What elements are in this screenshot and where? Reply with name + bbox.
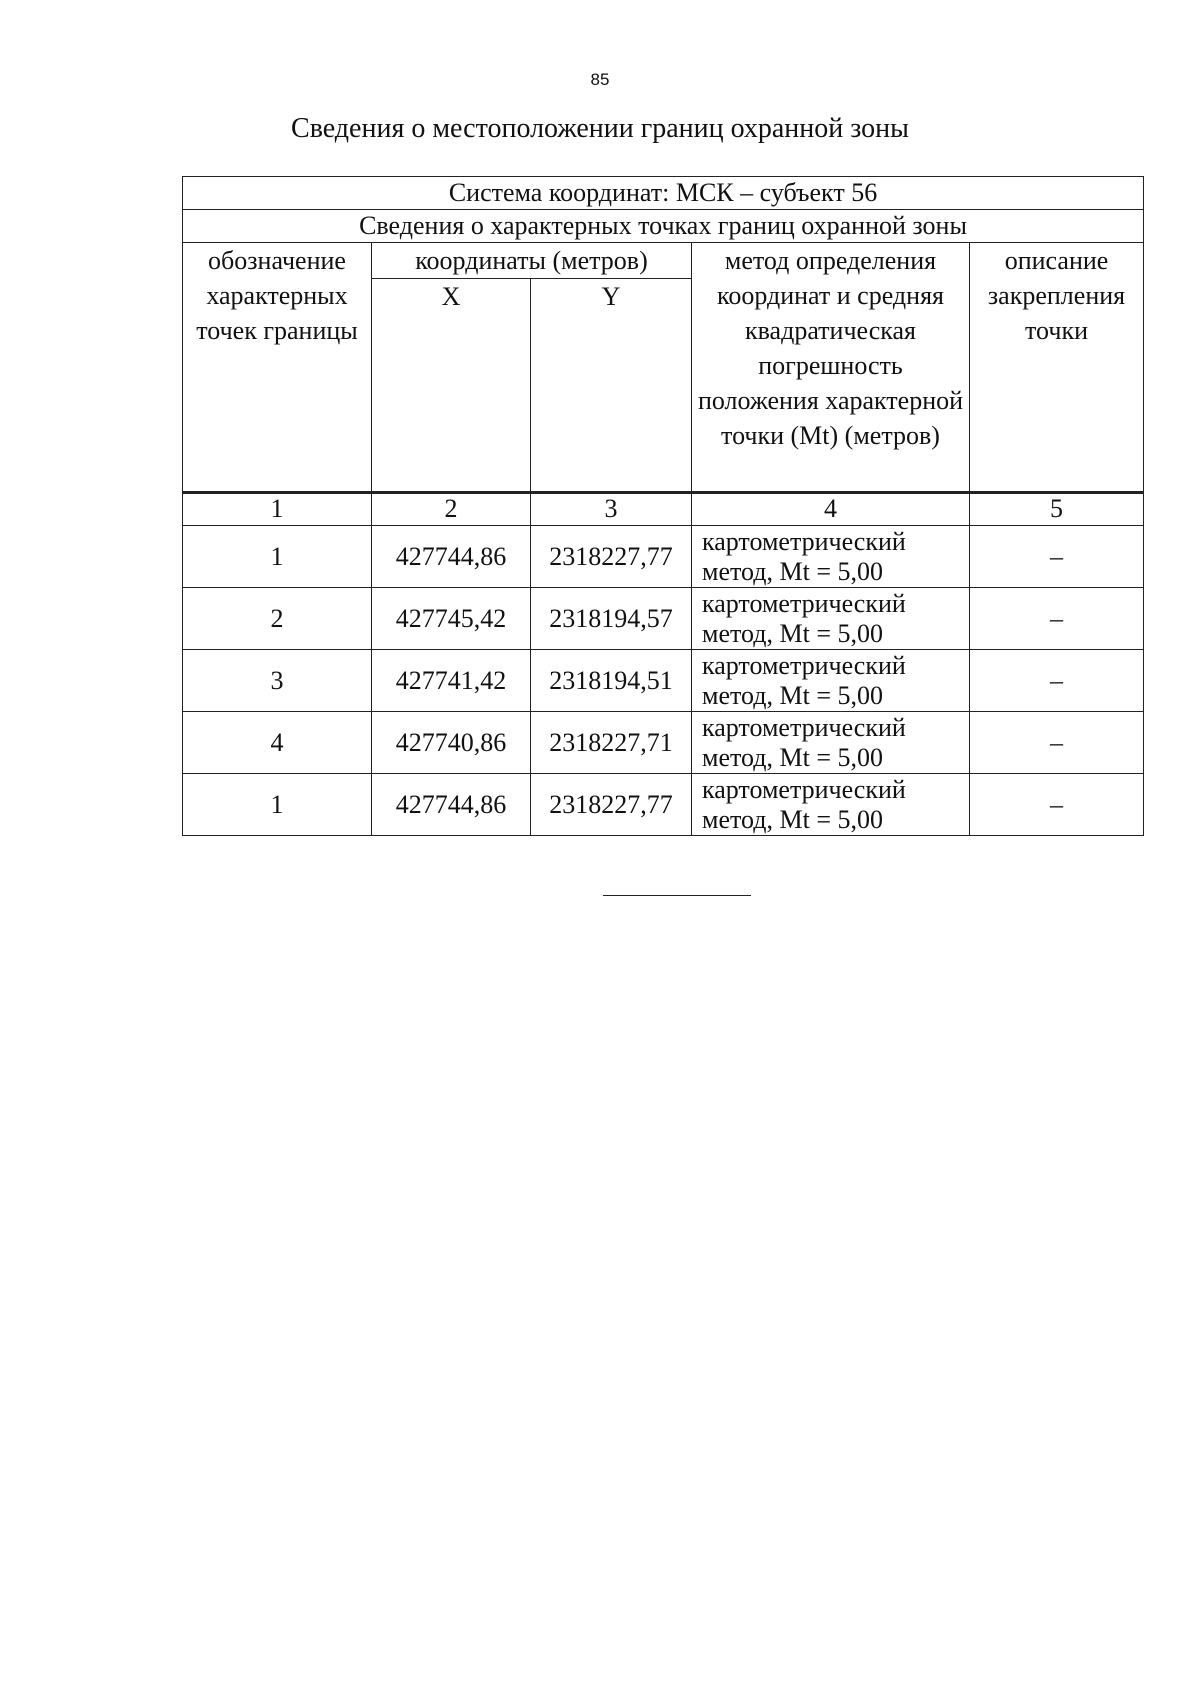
y-cell: 2318227,71 — [531, 712, 692, 774]
column-number: 3 — [531, 493, 692, 526]
description-cell: – — [970, 526, 1144, 588]
column-number-row — [183, 493, 1144, 526]
y-cell: 2318227,77 — [531, 526, 692, 588]
table-row — [183, 588, 1144, 650]
coordinate-system-row — [183, 177, 1144, 210]
y-cell: 2318194,51 — [531, 650, 692, 712]
document-title: Сведения о местоположении границ охранной зоны — [291, 113, 909, 144]
x-cell: 427744,86 — [372, 774, 531, 836]
description-cell: – — [970, 650, 1144, 712]
x-cell: 427741,42 — [372, 650, 531, 712]
y-cell: 2318227,77 — [531, 774, 692, 836]
page-number: 85 — [590, 70, 610, 89]
method-cell: картометрический метод, Mt = 5,00 — [692, 712, 970, 774]
coordinates-header: координаты (метров) — [372, 243, 692, 279]
method-cell: картометрический метод, Mt = 5,00 — [692, 650, 970, 712]
x-cell: 427745,42 — [372, 588, 531, 650]
method-header: метод определения координат и средняя квадратическая погрешность положения характерной точки (Mt) (метров) — [692, 243, 970, 493]
x-cell: 427740,86 — [372, 712, 531, 774]
y-cell: 2318194,57 — [531, 588, 692, 650]
method-cell: картометрический метод, Mt = 5,00 — [692, 526, 970, 588]
table-row — [183, 650, 1144, 712]
description-cell: – — [970, 588, 1144, 650]
description-header: описание закрепления точки — [970, 243, 1144, 493]
description-cell: – — [970, 774, 1144, 836]
points-info-header: Сведения о характерных точках границ охранной зоны — [183, 210, 1144, 243]
designation-header: обозначение характерных точек границы — [183, 243, 372, 493]
column-number: 5 — [970, 493, 1144, 526]
coordinate-system-header: Система координат: МСК – субъект 56 — [183, 177, 1144, 210]
table-row — [183, 774, 1144, 836]
point-cell: 2 — [183, 588, 372, 650]
table-row — [183, 526, 1144, 588]
point-cell: 1 — [183, 526, 372, 588]
column-number: 1 — [183, 493, 372, 526]
method-cell: картометрический метод, Mt = 5,00 — [692, 588, 970, 650]
point-cell: 3 — [183, 650, 372, 712]
column-number: 4 — [692, 493, 970, 526]
x-header: X — [372, 279, 531, 493]
y-header: Y — [531, 279, 692, 493]
column-header-row — [183, 243, 1144, 279]
table-row — [183, 712, 1144, 774]
description-cell: – — [970, 712, 1144, 774]
boundary-points-table — [182, 176, 1144, 836]
point-cell: 1 — [183, 774, 372, 836]
points-info-row — [183, 210, 1144, 243]
point-cell: 4 — [183, 712, 372, 774]
x-cell: 427744,86 — [372, 526, 531, 588]
end-separator-line — [603, 895, 751, 896]
column-number: 2 — [372, 493, 531, 526]
method-cell: картометрический метод, Mt = 5,00 — [692, 774, 970, 836]
